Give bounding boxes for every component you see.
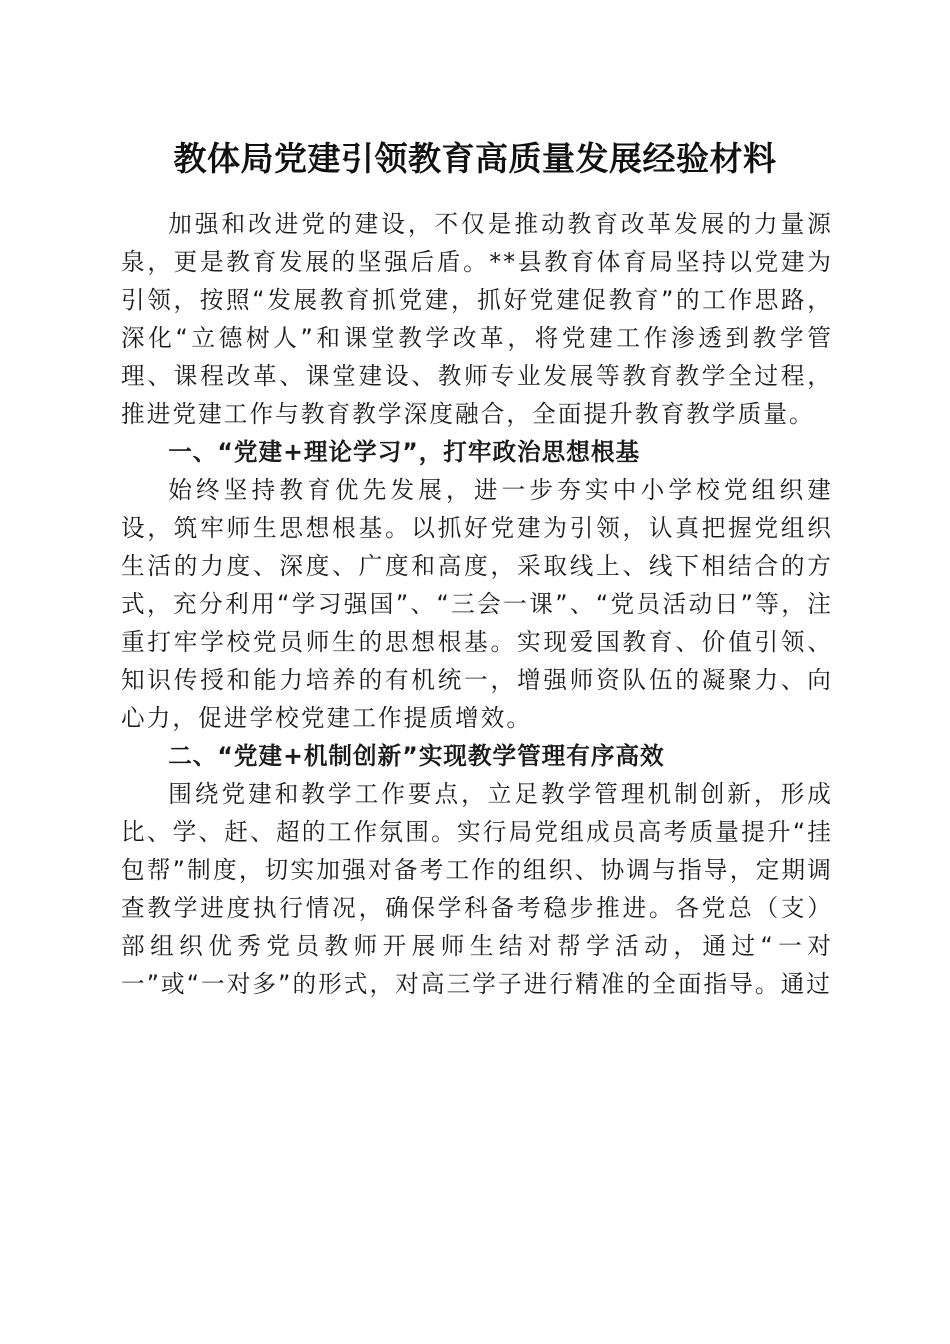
document-title: 教体局党建引领教育高质量发展经验材料 [173,139,777,178]
section-2-paragraph: 围绕党建和教学工作要点，立足教学管理机制创新，形成比、学、赶、超的工作氛围。实行局党组成员高考质量提升“挂包帮”制度，切实加强对备考工作的组织、协调与指导，定期调查教学进度执行情况，确保学科备考稳步推进。各党总（支）部组织优秀党员教师开展师生结对帮学活动，通过“一对一”或“一对多”的形式，对高三学子进行精准的全面指导。通过 [121,780,833,998]
document-body [121,205,833,1003]
section-1-heading: 一、“党建+理论学习”，打牢政治思想根基 [168,438,641,466]
intro-paragraph: 加强和改进党的建设，不仅是推动教育改革发展的力量源泉，更是教育发展的坚强后盾。**县教育体育局坚持以党建为引领，按照“发展教育抓党建，抓好党建促教育”的工作思路，深化“立德树人”和课堂教学改革，将党建工作渗透到教学管理、课程改革、课堂建设、教师专业发展等教育教学全过程，推进党建工作与教育教学深度融合，全面提升教育教学质量。 [121,210,833,428]
section-2-heading: 二、“党建+机制创新”实现教学管理有序高效 [168,742,665,770]
section-1-paragraph: 始终坚持教育优先发展，进一步夯实中小学校党组织建设，筑牢师生思想根基。以抓好党建为引领，认真把握党组织生活的力度、深度、广度和高度，采取线上、线下相结合的方式，充分利用“学习强国”、“三会一课”、“党员活动日”等，注重打牢学校党员师生的思想根基。实现爱国教育、价值引领、知识传授和能力培养的有机统一，增强师资队伍的凝聚力、向心力，促进学校党建工作提质增效。 [121,476,833,732]
